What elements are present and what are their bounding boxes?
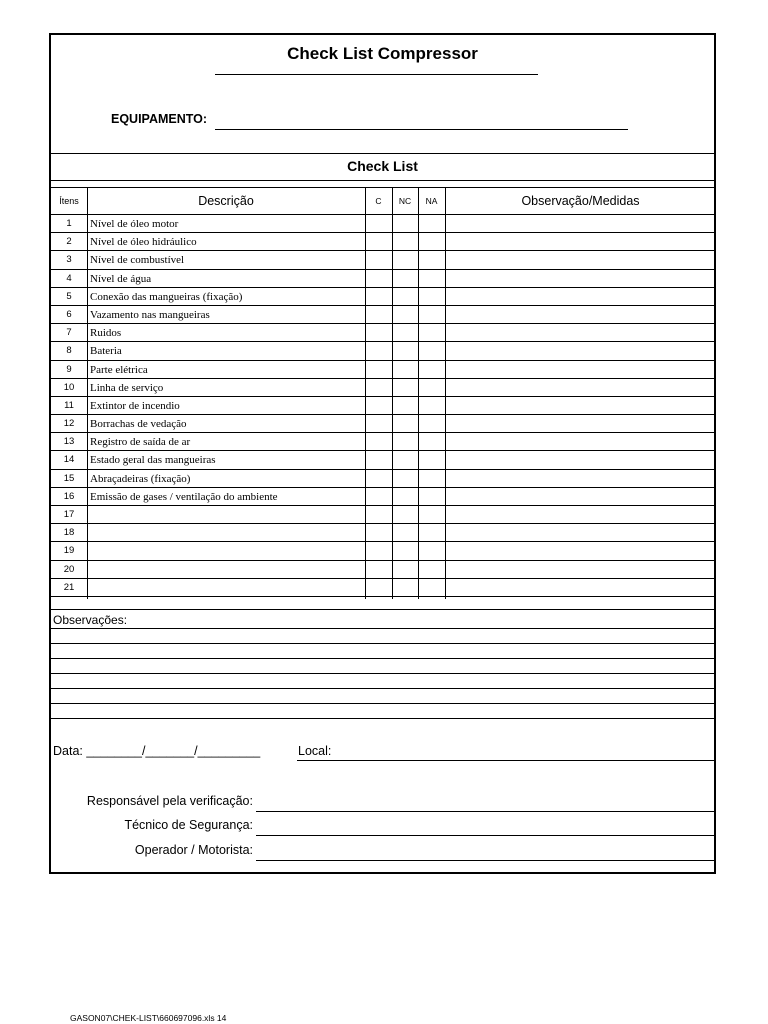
nc-checkbox-cell[interactable]	[392, 470, 418, 487]
table-row	[51, 433, 716, 451]
header-divider	[51, 153, 716, 154]
c-checkbox-cell[interactable]	[365, 397, 392, 414]
table-row	[51, 524, 716, 542]
observation-cell[interactable]	[445, 324, 716, 341]
c-checkbox-cell[interactable]	[365, 361, 392, 378]
c-checkbox-cell[interactable]	[365, 470, 392, 487]
table-row	[51, 397, 716, 415]
observation-cell[interactable]	[445, 270, 716, 287]
item-description: Nível de água	[90, 272, 152, 285]
column-header-descricao: Descrição	[198, 194, 254, 208]
table-row	[51, 324, 716, 342]
nc-checkbox-cell[interactable]	[392, 251, 418, 268]
item-description: Nível de óleo motor	[90, 218, 179, 230]
nc-checkbox-cell[interactable]	[392, 270, 418, 287]
item-number: 6	[66, 308, 72, 320]
c-checkbox-cell[interactable]	[365, 233, 392, 250]
na-checkbox-cell[interactable]	[418, 488, 445, 505]
nc-checkbox-cell[interactable]	[392, 397, 418, 414]
item-number: 13	[63, 436, 75, 448]
c-checkbox-cell[interactable]	[365, 342, 392, 359]
c-checkbox-cell[interactable]	[365, 542, 392, 559]
item-number: 10	[63, 381, 75, 393]
item-description: Bateria	[90, 345, 122, 358]
item-number: 20	[63, 563, 75, 575]
safety-technician-signature-field[interactable]	[256, 835, 716, 836]
observation-cell[interactable]	[445, 488, 716, 505]
table-row	[51, 579, 716, 597]
nc-checkbox-cell[interactable]	[392, 433, 418, 450]
na-checkbox-cell[interactable]	[418, 470, 445, 487]
table-row	[51, 251, 716, 269]
table-row	[51, 542, 716, 560]
item-description: Conexão das mangueiras (fixação)	[90, 290, 243, 303]
nc-checkbox-cell[interactable]	[392, 361, 418, 378]
table-row	[51, 451, 716, 469]
date-field-label: Data: ________/_______/_________	[53, 744, 261, 758]
observation-cell[interactable]	[445, 542, 716, 559]
item-number: 9	[66, 363, 72, 375]
observation-cell[interactable]	[445, 561, 716, 578]
item-number: 3	[66, 254, 72, 266]
observation-line[interactable]	[51, 673, 716, 674]
table-row	[51, 470, 716, 488]
na-checkbox-cell[interactable]	[418, 270, 445, 287]
item-number: 19	[63, 545, 75, 557]
item-number: 1	[66, 218, 72, 229]
c-checkbox-cell[interactable]	[365, 433, 392, 450]
na-checkbox-cell[interactable]	[418, 306, 445, 323]
table-row	[51, 361, 716, 379]
c-checkbox-cell[interactable]	[365, 288, 392, 305]
item-number: 7	[66, 327, 72, 339]
na-checkbox-cell[interactable]	[418, 542, 445, 559]
nc-checkbox-cell[interactable]	[392, 488, 418, 505]
table-row	[51, 488, 716, 506]
table-end-line	[51, 609, 716, 610]
checklist-table	[51, 215, 716, 597]
table-row	[51, 306, 716, 324]
nc-checkbox-cell[interactable]	[392, 506, 418, 523]
file-path-footer: GASON07\CHEK-LIST\660697096.xls 14	[70, 1013, 227, 1023]
responsible-signature-field[interactable]	[256, 811, 716, 812]
observation-cell[interactable]	[445, 233, 716, 250]
observation-line[interactable]	[51, 658, 716, 659]
na-checkbox-cell[interactable]	[418, 506, 445, 523]
c-checkbox-cell[interactable]	[365, 488, 392, 505]
c-checkbox-cell[interactable]	[365, 561, 392, 578]
na-checkbox-cell[interactable]	[418, 251, 445, 268]
na-checkbox-cell[interactable]	[418, 451, 445, 468]
c-checkbox-cell[interactable]	[365, 524, 392, 541]
item-description: Linha de serviço	[90, 381, 164, 394]
item-number: 11	[64, 399, 74, 411]
observation-cell[interactable]	[445, 579, 716, 596]
observation-line[interactable]	[51, 688, 716, 689]
c-checkbox-cell[interactable]	[365, 379, 392, 396]
na-checkbox-cell[interactable]	[418, 397, 445, 414]
observation-cell[interactable]	[445, 361, 716, 378]
table-row	[51, 288, 716, 306]
c-checkbox-cell[interactable]	[365, 215, 392, 232]
item-number: 16	[63, 490, 75, 502]
column-header-na: NA	[425, 196, 438, 206]
operator-label: Operador / Motorista:	[134, 843, 253, 857]
nc-checkbox-cell[interactable]	[392, 524, 418, 541]
table-row	[51, 215, 716, 233]
nc-checkbox-cell[interactable]	[392, 379, 418, 396]
observation-cell[interactable]	[445, 415, 716, 432]
nc-checkbox-cell[interactable]	[392, 579, 418, 596]
c-checkbox-cell[interactable]	[365, 306, 392, 323]
c-checkbox-cell[interactable]	[365, 270, 392, 287]
table-row	[51, 415, 716, 433]
item-description: Ruidos	[90, 327, 122, 340]
item-description: Abraçadeiras (fixação)	[90, 472, 191, 485]
item-description: Borrachas de vedação	[90, 418, 187, 431]
na-checkbox-cell[interactable]	[418, 379, 445, 396]
item-description: Nível de combustível	[90, 254, 185, 267]
na-checkbox-cell[interactable]	[418, 561, 445, 578]
observation-cell[interactable]	[445, 379, 716, 396]
item-number: 12	[63, 418, 75, 430]
equipment-label: EQUIPAMENTO:	[111, 112, 208, 126]
na-checkbox-cell[interactable]	[418, 288, 445, 305]
na-checkbox-cell[interactable]	[418, 415, 445, 432]
responsible-label: Responsável pela verificação:	[86, 794, 253, 808]
c-checkbox-cell[interactable]	[365, 506, 392, 523]
observation-cell[interactable]	[445, 433, 716, 450]
na-checkbox-cell[interactable]	[418, 324, 445, 341]
observation-cell[interactable]	[445, 451, 716, 468]
local-label: Local:	[298, 744, 332, 758]
observation-cell[interactable]	[445, 251, 716, 268]
form-title: Check List Compressor	[287, 44, 478, 63]
item-description: Nível de óleo hidráulico	[90, 236, 197, 249]
item-number: 21	[63, 581, 75, 593]
table-row	[51, 270, 716, 288]
observations-label: Observações:	[53, 613, 128, 627]
safety-technician-label: Técnico de Segurança:	[124, 818, 253, 832]
local-field[interactable]	[297, 760, 716, 761]
table-row	[51, 379, 716, 397]
observation-cell[interactable]	[445, 342, 716, 359]
nc-checkbox-cell[interactable]	[392, 542, 418, 559]
column-header-nc: NC	[398, 196, 412, 206]
na-checkbox-cell[interactable]	[418, 342, 445, 359]
observation-cell[interactable]	[445, 306, 716, 323]
na-checkbox-cell[interactable]	[418, 215, 445, 232]
nc-checkbox-cell[interactable]	[392, 215, 418, 232]
equipment-field[interactable]	[215, 129, 628, 130]
observation-cell[interactable]	[445, 524, 716, 541]
item-number: 14	[63, 454, 75, 466]
nc-checkbox-cell[interactable]	[392, 342, 418, 359]
item-description: Emissão de gases / ventilação do ambiente	[90, 490, 278, 503]
table-row	[51, 342, 716, 360]
item-description: Extintor de incendio	[90, 399, 180, 412]
column-header-c: C	[375, 196, 382, 206]
observation-line[interactable]	[51, 718, 716, 719]
item-description: Registro de saída de ar	[90, 436, 191, 449]
c-checkbox-cell[interactable]	[365, 324, 392, 341]
observation-line[interactable]	[51, 628, 716, 629]
c-checkbox-cell[interactable]	[365, 415, 392, 432]
observation-cell[interactable]	[445, 397, 716, 414]
section-divider-top	[51, 180, 716, 181]
checklist-form	[49, 33, 716, 874]
na-checkbox-cell[interactable]	[418, 233, 445, 250]
nc-checkbox-cell[interactable]	[392, 288, 418, 305]
table-row	[51, 233, 716, 251]
na-checkbox-cell[interactable]	[418, 433, 445, 450]
column-header-itens: Ítens	[59, 196, 79, 206]
item-number: 2	[66, 236, 72, 248]
observation-cell[interactable]	[445, 288, 716, 305]
observation-cell[interactable]	[445, 506, 716, 523]
na-checkbox-cell[interactable]	[418, 524, 445, 541]
item-number: 4	[66, 272, 72, 284]
nc-checkbox-cell[interactable]	[392, 561, 418, 578]
item-number: 15	[63, 472, 75, 484]
c-checkbox-cell[interactable]	[365, 251, 392, 268]
column-header-observacao: Observação/Medidas	[521, 194, 640, 208]
nc-checkbox-cell[interactable]	[392, 415, 418, 432]
observation-cell[interactable]	[445, 470, 716, 487]
table-row	[51, 561, 716, 579]
operator-signature-field[interactable]	[256, 860, 716, 861]
c-checkbox-cell[interactable]	[365, 451, 392, 468]
na-checkbox-cell[interactable]	[418, 579, 445, 596]
na-checkbox-cell[interactable]	[418, 361, 445, 378]
item-description: Parte elétrica	[90, 363, 148, 376]
item-description: Estado geral das mangueiras	[90, 454, 216, 467]
item-number: 17	[63, 509, 75, 520]
title-underline	[215, 74, 538, 75]
nc-checkbox-cell[interactable]	[392, 451, 418, 468]
observation-line[interactable]	[51, 643, 716, 644]
item-description: Vazamento nas mangueiras	[90, 308, 210, 321]
nc-checkbox-cell[interactable]	[392, 324, 418, 341]
nc-checkbox-cell[interactable]	[392, 233, 418, 250]
item-number: 8	[66, 345, 72, 357]
item-number: 5	[66, 290, 72, 302]
observation-line[interactable]	[51, 703, 716, 704]
c-checkbox-cell[interactable]	[365, 579, 392, 596]
observation-cell[interactable]	[445, 215, 716, 232]
table-row	[51, 506, 716, 524]
nc-checkbox-cell[interactable]	[392, 306, 418, 323]
checklist-section-header: Check List	[347, 158, 418, 174]
item-number: 18	[63, 527, 75, 539]
